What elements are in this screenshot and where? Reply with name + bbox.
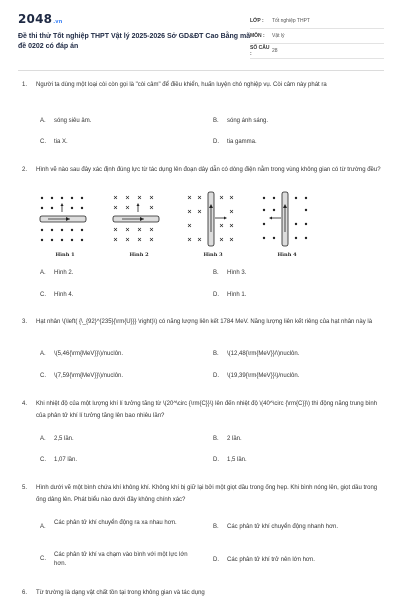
- option-letter: A.: [40, 524, 46, 530]
- option-text: Các phân tử khí trở nên lớn hơn.: [227, 557, 315, 563]
- meta-value: 28: [272, 48, 278, 54]
- option-text: Hình 1.: [227, 292, 247, 298]
- question-number: 3.: [22, 319, 28, 325]
- meta-row-class: [250, 14, 384, 29]
- meta-value: Tốt nghiệp THPT: [272, 18, 310, 24]
- figure-4: [258, 190, 316, 262]
- option-letter: B.: [213, 351, 219, 357]
- figure-1: [36, 190, 94, 262]
- question-4: [22, 399, 384, 422]
- figure-3: [184, 190, 242, 262]
- option-text: 2 lần.: [227, 436, 242, 442]
- option-d[interactable]: [213, 456, 383, 465]
- option-letter: D.: [213, 373, 219, 379]
- exam-title: Đề thi thử Tốt nghiệp THPT Vật lý 2025-2026 Sở GD&ĐT Cao Bằng mã đề 0202 có đáp án: [18, 33, 251, 50]
- option-text: Các phân tử khí chuyển động ra xa nhau hơn.: [54, 520, 177, 526]
- option-text: Hình 4.: [54, 292, 74, 298]
- option-text: 1,5 lần.: [227, 457, 247, 463]
- option-text: \(5,46{\rm{MeV}}\)/nuclôn.: [54, 351, 124, 357]
- logo-main: 2048: [18, 12, 53, 26]
- option-text: tia gamma.: [227, 139, 257, 145]
- option-text: Hình 3.: [227, 270, 247, 276]
- option-c[interactable]: [40, 138, 200, 147]
- option-letter: B.: [213, 524, 219, 530]
- option-a[interactable]: [40, 350, 200, 359]
- question-3: [22, 317, 384, 329]
- option-letter: C.: [40, 373, 46, 379]
- option-letter: B.: [213, 270, 219, 276]
- option-d[interactable]: [213, 372, 383, 381]
- option-letter: C.: [40, 457, 46, 463]
- question-text: Hình dưới vẽ một bình chứa khí không khí. Không khí bị giữ lại bởi một giọt dầu trong ống hẹp. Khi bình nóng lên, giọt dầu trong ống dâng lên. Phát biểu nào dưới đây không chính xác?: [36, 485, 378, 503]
- option-letter: D.: [213, 557, 219, 563]
- meta-value: Vật lý: [272, 33, 285, 39]
- question-text: Khi nhiệt độ của một lượng khí lí tưởng tăng từ \(20^\circ {\rm{C}}\) lên đến nhiệt độ \(40^\circ {\rm{C}}\) thì động năng trung bình của phân tử khí lí tưởng tăng lên bao nhiêu lần?: [36, 401, 378, 419]
- option-text: sóng siêu âm.: [54, 118, 92, 124]
- option-text: Các phân tử khí va chạm vào bình với một lực lớn hơn.: [54, 552, 188, 567]
- meta-label: MÔN :: [250, 33, 265, 39]
- figure-2-diagram: [110, 190, 168, 250]
- figure-2: [110, 190, 168, 262]
- option-d[interactable]: [213, 291, 383, 300]
- option-c[interactable]: [40, 456, 200, 465]
- meta-row-count: [250, 44, 384, 59]
- option-letter: D.: [213, 292, 219, 298]
- option-letter: C.: [40, 139, 46, 145]
- option-text: sóng ánh sáng.: [227, 118, 269, 124]
- option-text: 1,07 lần.: [54, 457, 78, 463]
- question-number: 5.: [22, 485, 28, 491]
- question-5: [22, 483, 384, 506]
- option-letter: C.: [40, 292, 46, 298]
- figure-1-diagram: [36, 190, 94, 250]
- option-b[interactable]: [213, 269, 383, 278]
- figure-3-diagram: [184, 190, 242, 250]
- meta-label: LỚP :: [250, 18, 264, 24]
- option-letter: A.: [40, 436, 46, 442]
- option-c[interactable]: [40, 372, 200, 381]
- option-b[interactable]: [213, 435, 383, 444]
- option-d[interactable]: [213, 138, 383, 147]
- question-text: Từ trường là dạng vật chất tồn tại trong không gian và tác dụng: [36, 590, 205, 596]
- question-number: 6.: [22, 590, 28, 596]
- figure-4-diagram: [258, 190, 316, 250]
- option-text: \(19,39{\rm{MeV}}\)/nuclôn.: [227, 373, 300, 379]
- option-letter: B.: [213, 436, 219, 442]
- option-a[interactable]: [40, 519, 192, 528]
- option-text: 2,5 lần.: [54, 436, 74, 442]
- option-text: \(7,59{\rm{MeV}}\)/nuclôn.: [54, 373, 124, 379]
- figure-caption: Hình 1: [55, 252, 75, 258]
- question-1: [22, 80, 384, 92]
- option-text: Các phân tử khí chuyển động nhanh hơn.: [227, 524, 339, 530]
- figures-row: [36, 190, 296, 262]
- option-a[interactable]: [40, 435, 200, 444]
- option-letter: D.: [213, 457, 219, 463]
- option-d[interactable]: [213, 556, 383, 565]
- question-2: [22, 165, 384, 177]
- option-c[interactable]: [40, 291, 200, 300]
- question-number: 2.: [22, 167, 28, 173]
- header-divider: [18, 70, 384, 71]
- figure-caption: Hình 4: [277, 252, 297, 258]
- question-text: Người ta dùng một loại còi còn gọi là "còi câm" để điều khiển, huấn luyện chó nghiệp vụ. Còi câm này phát ra: [36, 82, 327, 88]
- exam-meta: [250, 14, 384, 59]
- option-letter: B.: [213, 118, 219, 124]
- option-letter: A.: [40, 118, 46, 124]
- option-text: Hình 2.: [54, 270, 74, 276]
- option-c[interactable]: [40, 551, 192, 569]
- option-letter: A.: [40, 270, 46, 276]
- option-a[interactable]: [40, 269, 200, 278]
- question-6: [22, 588, 384, 600]
- question-text: Hạt nhân \(\left( {\_{92}^{235}{\rm{U}}} \right)\) có năng lượng liên kết 1784 MeV. Năng lượng liên kết riêng của hạt nhân này là: [36, 319, 373, 325]
- figure-caption: Hình 3: [203, 252, 223, 258]
- figure-caption: Hình 2: [129, 252, 149, 258]
- page-header: [18, 12, 384, 64]
- logo-sub: .vn: [53, 19, 63, 25]
- option-b[interactable]: [213, 117, 383, 126]
- option-letter: A.: [40, 351, 46, 357]
- option-text: tia X.: [54, 139, 68, 145]
- question-number: 4.: [22, 401, 28, 407]
- question-text: Hình vẽ nào sau đây xác định đúng lực từ tác dụng lên đoạn dây dẫn có dòng điện nằm trong vùng không gian có từ trường đều?: [36, 167, 381, 173]
- option-b[interactable]: [213, 350, 383, 359]
- option-letter: C.: [40, 556, 46, 562]
- option-letter: D.: [213, 139, 219, 145]
- site-logo[interactable]: [18, 12, 63, 26]
- option-a[interactable]: [40, 117, 200, 126]
- option-text: \(12,48{\rm{MeV}}/\)nuclôn.: [227, 351, 300, 357]
- meta-row-subject: [250, 29, 384, 44]
- question-number: 1.: [22, 82, 28, 88]
- option-b[interactable]: [213, 523, 383, 532]
- meta-label: SỐ CÂU :: [250, 45, 270, 57]
